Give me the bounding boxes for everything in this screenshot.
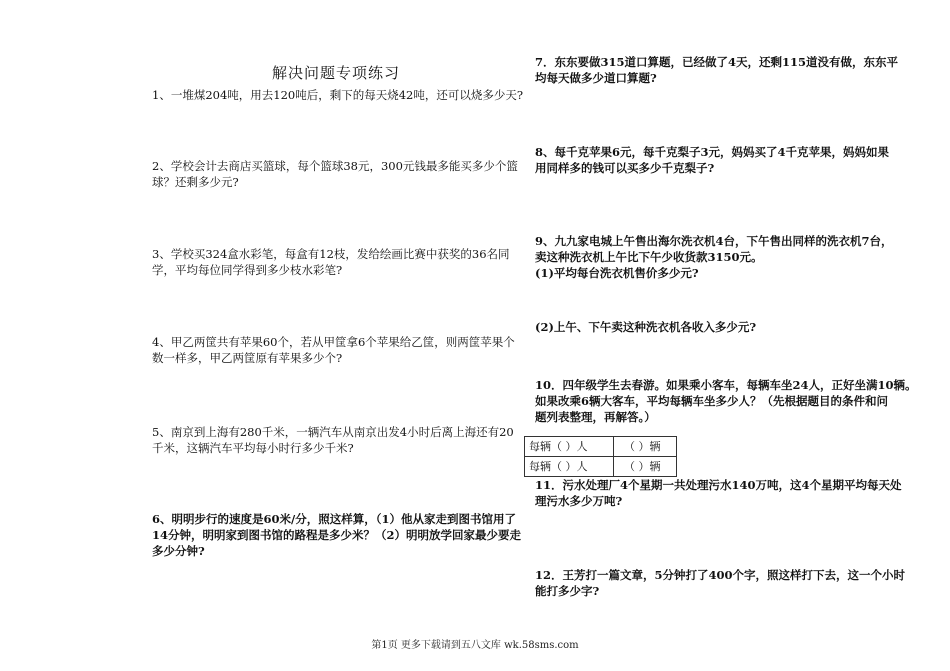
question-8	[535, 144, 889, 176]
question-line: 8、每千克苹果6元，每千克梨子3元，妈妈买了4千克苹果，妈妈如果	[535, 145, 890, 159]
question-line: 1、一堆煤204吨，用去120吨后，剩下的每天烧42吨，还可以烧多少天?	[152, 88, 524, 102]
table-cell: （ ）辆	[614, 437, 677, 457]
table-cell: （ ）辆	[614, 457, 677, 477]
question-11	[535, 477, 902, 509]
question-1	[152, 87, 523, 103]
question-line: 9、九九家电城上午售出海尔洗衣机4台，下午售出同样的洗衣机7台，	[535, 234, 893, 248]
question-line: 均每天做多少道口算题?	[535, 71, 657, 85]
question-9	[535, 233, 893, 281]
question-line: 3、学校买324盒水彩笔，每盒有12枝，发给绘画比赛中获奖的36名同	[152, 247, 510, 261]
question-2	[152, 158, 518, 190]
question-line: (2)上午、下午卖这种洗衣机各收入多少元?	[535, 320, 757, 334]
question-line: 5、南京到上海有280千米，一辆汽车从南京出发4小时后离上海还有20	[152, 425, 514, 439]
question-12	[535, 567, 905, 599]
question-line: 12．王芳打一篇文章，5分钟打了400个字，照这样打下去，这一个小时	[535, 568, 906, 582]
question-10	[535, 377, 917, 425]
question-line: 11．污水处理厂4个星期一共处理污水140万吨，这4个星期平均每天处	[535, 478, 902, 492]
question-line: 如果改乘6辆大客车，平均每辆车坐多少人？（先根据题目的条件和问	[535, 394, 888, 408]
question-line: 用同样多的钱可以买多少千克梨子?	[535, 161, 715, 175]
table-cell: 每辆（ ）人	[525, 437, 614, 457]
question-line: 14分钟，明明家到图书馆的路程是多少米？（2）明明放学回家最少要走	[152, 528, 522, 542]
question-line: 10．四年级学生去春游。如果乘小客车，每辆车坐24人，正好坐满10辆。	[535, 378, 917, 392]
question-line: 4、甲乙两筐共有苹果60个，若从甲筐拿6个苹果给乙筐，则两筐苹果个	[152, 335, 515, 349]
question-line: 6、明明步行的速度是60米/分，照这样算，（1）他从家走到图书馆用了	[152, 512, 516, 526]
table-row	[525, 457, 677, 477]
question-line: 7．东东要做315道口算题，已经做了4天，还剩115道没有做，东东平	[535, 55, 899, 69]
question-5	[152, 424, 514, 456]
question-line: 数一样多，甲乙两筐原有苹果多少个?	[152, 351, 343, 365]
question-line: 能打多少字?	[535, 584, 600, 598]
table-row	[525, 437, 677, 457]
question-line: (1)平均每台洗衣机售价多少元?	[535, 266, 699, 280]
page-footer: 第1页 更多下载请到五八文库 wk.58sms.com	[371, 640, 579, 651]
question-line: 多少分钟?	[152, 544, 205, 558]
question-6	[152, 511, 521, 559]
question-9-part-2	[535, 319, 756, 335]
question-line: 卖这种洗衣机上午比下午少收货款3150元。	[535, 250, 763, 264]
page-title: 解决问题专项练习	[272, 64, 401, 82]
question-3	[152, 246, 510, 278]
question-4	[152, 334, 515, 366]
question-line: 2、学校会计去商店买篮球，每个篮球38元，300元钱最多能买多少个篮	[152, 159, 518, 173]
question-line: 题列表整理，再解答。）	[535, 410, 656, 424]
answer-table	[524, 436, 677, 477]
question-line: 球？还剩多少元?	[152, 175, 239, 189]
question-7	[535, 54, 898, 86]
question-line: 千米，这辆汽车平均每小时行多少千米?	[152, 441, 354, 455]
question-line: 理污水多少万吨?	[535, 494, 623, 508]
table-cell: 每辆（ ）人	[525, 457, 614, 477]
question-line: 学，平均每位同学得到多少枝水彩笔?	[152, 263, 343, 277]
